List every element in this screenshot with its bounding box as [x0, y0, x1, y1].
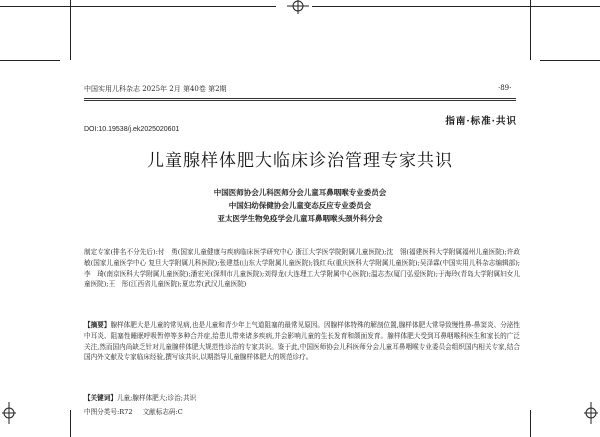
- registration-mark-left-icon: [2, 402, 16, 416]
- column-tag: 指南·标准·共识: [445, 116, 517, 127]
- organization-1: 中国医师协会儿科医师分会儿童耳鼻咽喉专业委员会: [213, 188, 387, 197]
- organization-2: 中国妇幼保健协会儿童变态反应专业委员会: [228, 201, 372, 210]
- abstract: [84, 320, 520, 363]
- doc-code-value: C: [177, 408, 183, 416]
- header-rule: [84, 98, 516, 99]
- article-title: 儿童腺样体肥大临床诊治管理专家共识: [147, 151, 453, 171]
- page-number: ·89·: [498, 84, 512, 92]
- expert-list: [84, 247, 520, 290]
- clc-label: 中图分类号:: [84, 408, 120, 416]
- crop-line-top-left: [0, 6, 276, 7]
- crop-line-bottom-left: [70, 410, 71, 437]
- registration-mark-top-icon: [287, 0, 301, 14]
- organizations: [0, 186, 600, 225]
- crop-line-hz-right: [540, 60, 600, 61]
- crop-line-left-top: [70, 0, 71, 60]
- classification: [84, 407, 520, 418]
- expert-label: 制定专家(排名不分先后):: [84, 248, 158, 256]
- crop-line-top-right: [312, 6, 600, 7]
- doc-code-label: 文献标志码:: [142, 408, 178, 416]
- clc-value: R72: [119, 408, 133, 416]
- header-rule-thin: [84, 100, 516, 101]
- organization-3: 亚太医学生物免疫学会儿童耳鼻咽喉头颈外科分会: [217, 214, 383, 223]
- crop-line-hz-left: [0, 60, 60, 61]
- keywords-text: 儿童;腺样体肥大;诊治;共识: [116, 394, 197, 402]
- journal-header: 中国实用儿科杂志 2025年 2月 第40卷 第2期: [84, 85, 227, 93]
- keywords-label: 【关键词】: [84, 394, 117, 402]
- abstract-text: 腺样体肥大是儿童的常见病,也是儿童和青少年上气道阻塞的最常见原因。因腺样体特殊的解剖位置,腺样体肥大常导致慢性鼻-鼻窦炎、分泌性中耳炎、阻塞性睡眠呼吸暂停等多种合并症,给患儿带来诸多疾病,并会影响儿童的生长发育和颌面发育。腺样体肥大受到耳鼻咽喉科医生和家长的广泛关注,然而国内尚缺乏针对儿童腺样体肥大规范性诊治的专家共识。鉴于此,中国医师协会儿科医师分会儿童耳鼻咽喉专业委员会组织国内相关专家,结合国内外文献及专家临床经验,撰写该共识,以期指导儿童腺样体肥大的规范诊疗。: [84, 321, 520, 362]
- expert-text: 付 勇(国家儿童健康与疾病临床医学研究中心 浙江大学医学院附属儿童医院);沈 翎(福建医科大学附属福州儿童医院);许政敏(国家儿童医学中心 复旦大学附属儿科医院);张建基(山东大学附属儿童医院);钱红兵(重庆医科大学附属儿童医院);吴泽霖(中国实用儿科杂志编辑部);李 琦(南京医科大学附属儿童医院);潘宏光(深圳市儿童医院);刘得龙(大连理工大学附属中心医院);温志杰(厦门弘爱医院);于海玲(青岛大学附属妇女儿童医院);王 彤(江西省儿童医院);夏忠芳(武汉儿童医院): [84, 248, 521, 289]
- registration-mark-right-icon: [584, 402, 598, 416]
- abstract-label: 【摘要】: [84, 321, 111, 329]
- crop-line-bottom-right: [530, 410, 531, 437]
- keywords: [84, 393, 520, 404]
- doi: DOI:10.19538/j.ek2025020601: [84, 126, 180, 133]
- crop-line-right-top: [530, 0, 531, 60]
